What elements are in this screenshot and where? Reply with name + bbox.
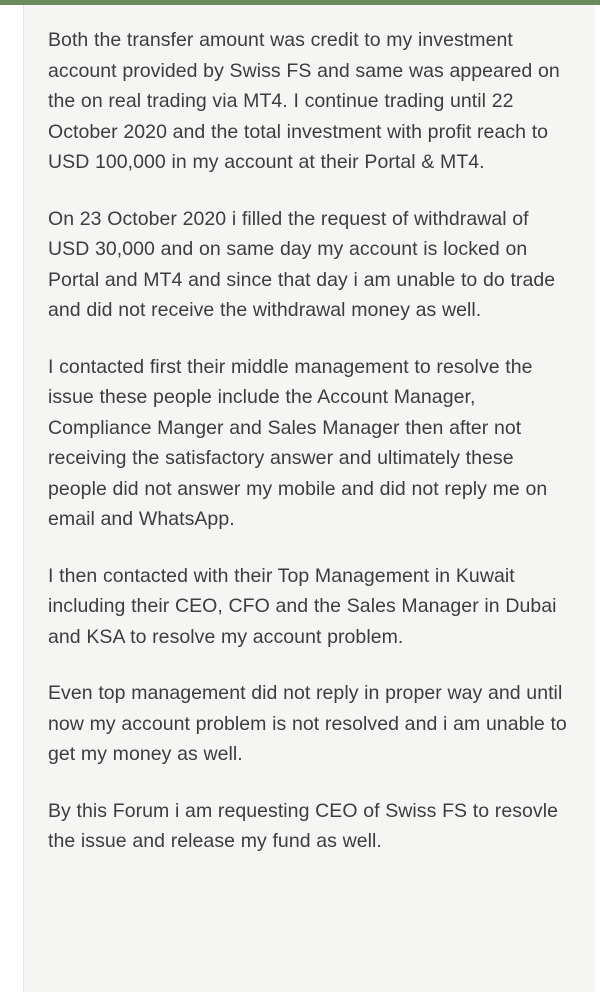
paragraph: Even top management did not reply in proper way and until now my account problem is not resolved and i am unable to get my money as well. bbox=[48, 682, 567, 765]
paragraph: By this Forum i am requesting CEO of Swiss FS to resovle the issue and release my fund as well. bbox=[48, 799, 558, 852]
paragraph: Both the transfer amount was credit to my investment account provided by Swiss FS and same was appeared on the on real trading via MT4. I continue trading until 22 October 2020 and the total investment with profit reach to USD 100,000 in my account at their Portal & MT4. bbox=[48, 29, 560, 173]
paragraph: I contacted first their middle management to resolve the issue these people include the Account Manager, Compliance Manger and Sales Manager then after not receiving the satisfactory answer and ultimately these people did not answer my mobile and did not reply me on email and WhatsApp. bbox=[48, 355, 548, 530]
left-margin-rail bbox=[0, 5, 24, 992]
paragraph: I then contacted with their Top Management in Kuwait including their CEO, CFO and the Sales Manager in Dubai and KSA to resolve my account problem. bbox=[48, 564, 557, 648]
right-margin-rail bbox=[595, 5, 600, 992]
paragraph: On 23 October 2020 i filled the request of withdrawal of USD 30,000 and on same day my account is locked on Portal and MT4 and since that day i am unable to do trade and did not receive the withdrawal money as well. bbox=[48, 207, 556, 321]
post-body bbox=[24, 5, 595, 992]
